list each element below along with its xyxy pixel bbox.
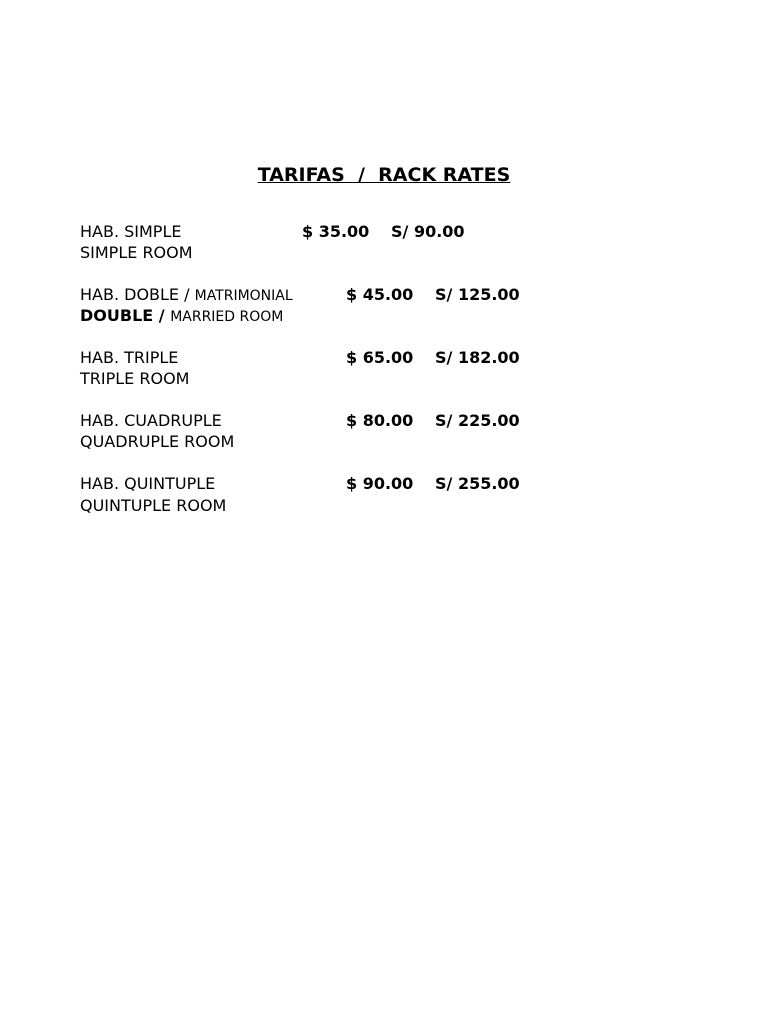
room-name-en	[80, 306, 283, 327]
rate-row-quadruple	[80, 411, 640, 455]
room-label-en: QUINTUPLE ROOM	[80, 496, 227, 515]
room-label-es: HAB. TRIPLE	[80, 348, 179, 367]
price-pen: S/ 225.00	[435, 411, 520, 430]
room-name-es	[80, 474, 215, 494]
room-label-es: HAB. CUADRUPLE	[80, 411, 222, 430]
price-pen: S/ 182.00	[435, 348, 520, 367]
room-name-en	[80, 369, 189, 389]
room-name-es	[80, 411, 222, 431]
room-label-es: HAB. QUINTUPLE	[80, 474, 216, 493]
rate-row-triple	[80, 348, 640, 392]
price-pen: S/ 90.00	[391, 222, 465, 241]
rate-row-simple	[80, 222, 640, 266]
room-name-en	[80, 243, 193, 263]
room-sublabel-en: MARRIED ROOM	[170, 309, 284, 325]
room-name-es	[80, 222, 181, 242]
room-name-en	[80, 432, 234, 452]
price-usd: $ 80.00	[346, 411, 414, 430]
price-pen: S/ 255.00	[435, 474, 520, 493]
room-label-es: HAB. DOBLE /	[80, 285, 190, 304]
room-label-es: HAB. SIMPLE	[80, 222, 182, 241]
rate-row-double	[80, 285, 640, 329]
room-name-es	[80, 285, 293, 306]
price-usd: $ 35.00	[302, 222, 370, 241]
price-usd: $ 90.00	[346, 474, 414, 493]
price-pen: S/ 125.00	[435, 285, 520, 304]
room-label-en: TRIPLE ROOM	[80, 369, 190, 388]
room-sublabel-es: MATRIMONIAL	[194, 288, 293, 304]
room-label-en: DOUBLE /	[80, 306, 165, 325]
price-usd: $ 65.00	[346, 348, 414, 367]
price-usd: $ 45.00	[346, 285, 414, 304]
room-label-en: SIMPLE ROOM	[80, 243, 193, 262]
rate-row-quintuple	[80, 474, 640, 518]
room-name-es	[80, 348, 178, 368]
page-title: TARIFAS / RACK RATES	[257, 164, 511, 186]
room-name-en	[80, 496, 226, 516]
room-label-en: QUADRUPLE ROOM	[80, 432, 235, 451]
